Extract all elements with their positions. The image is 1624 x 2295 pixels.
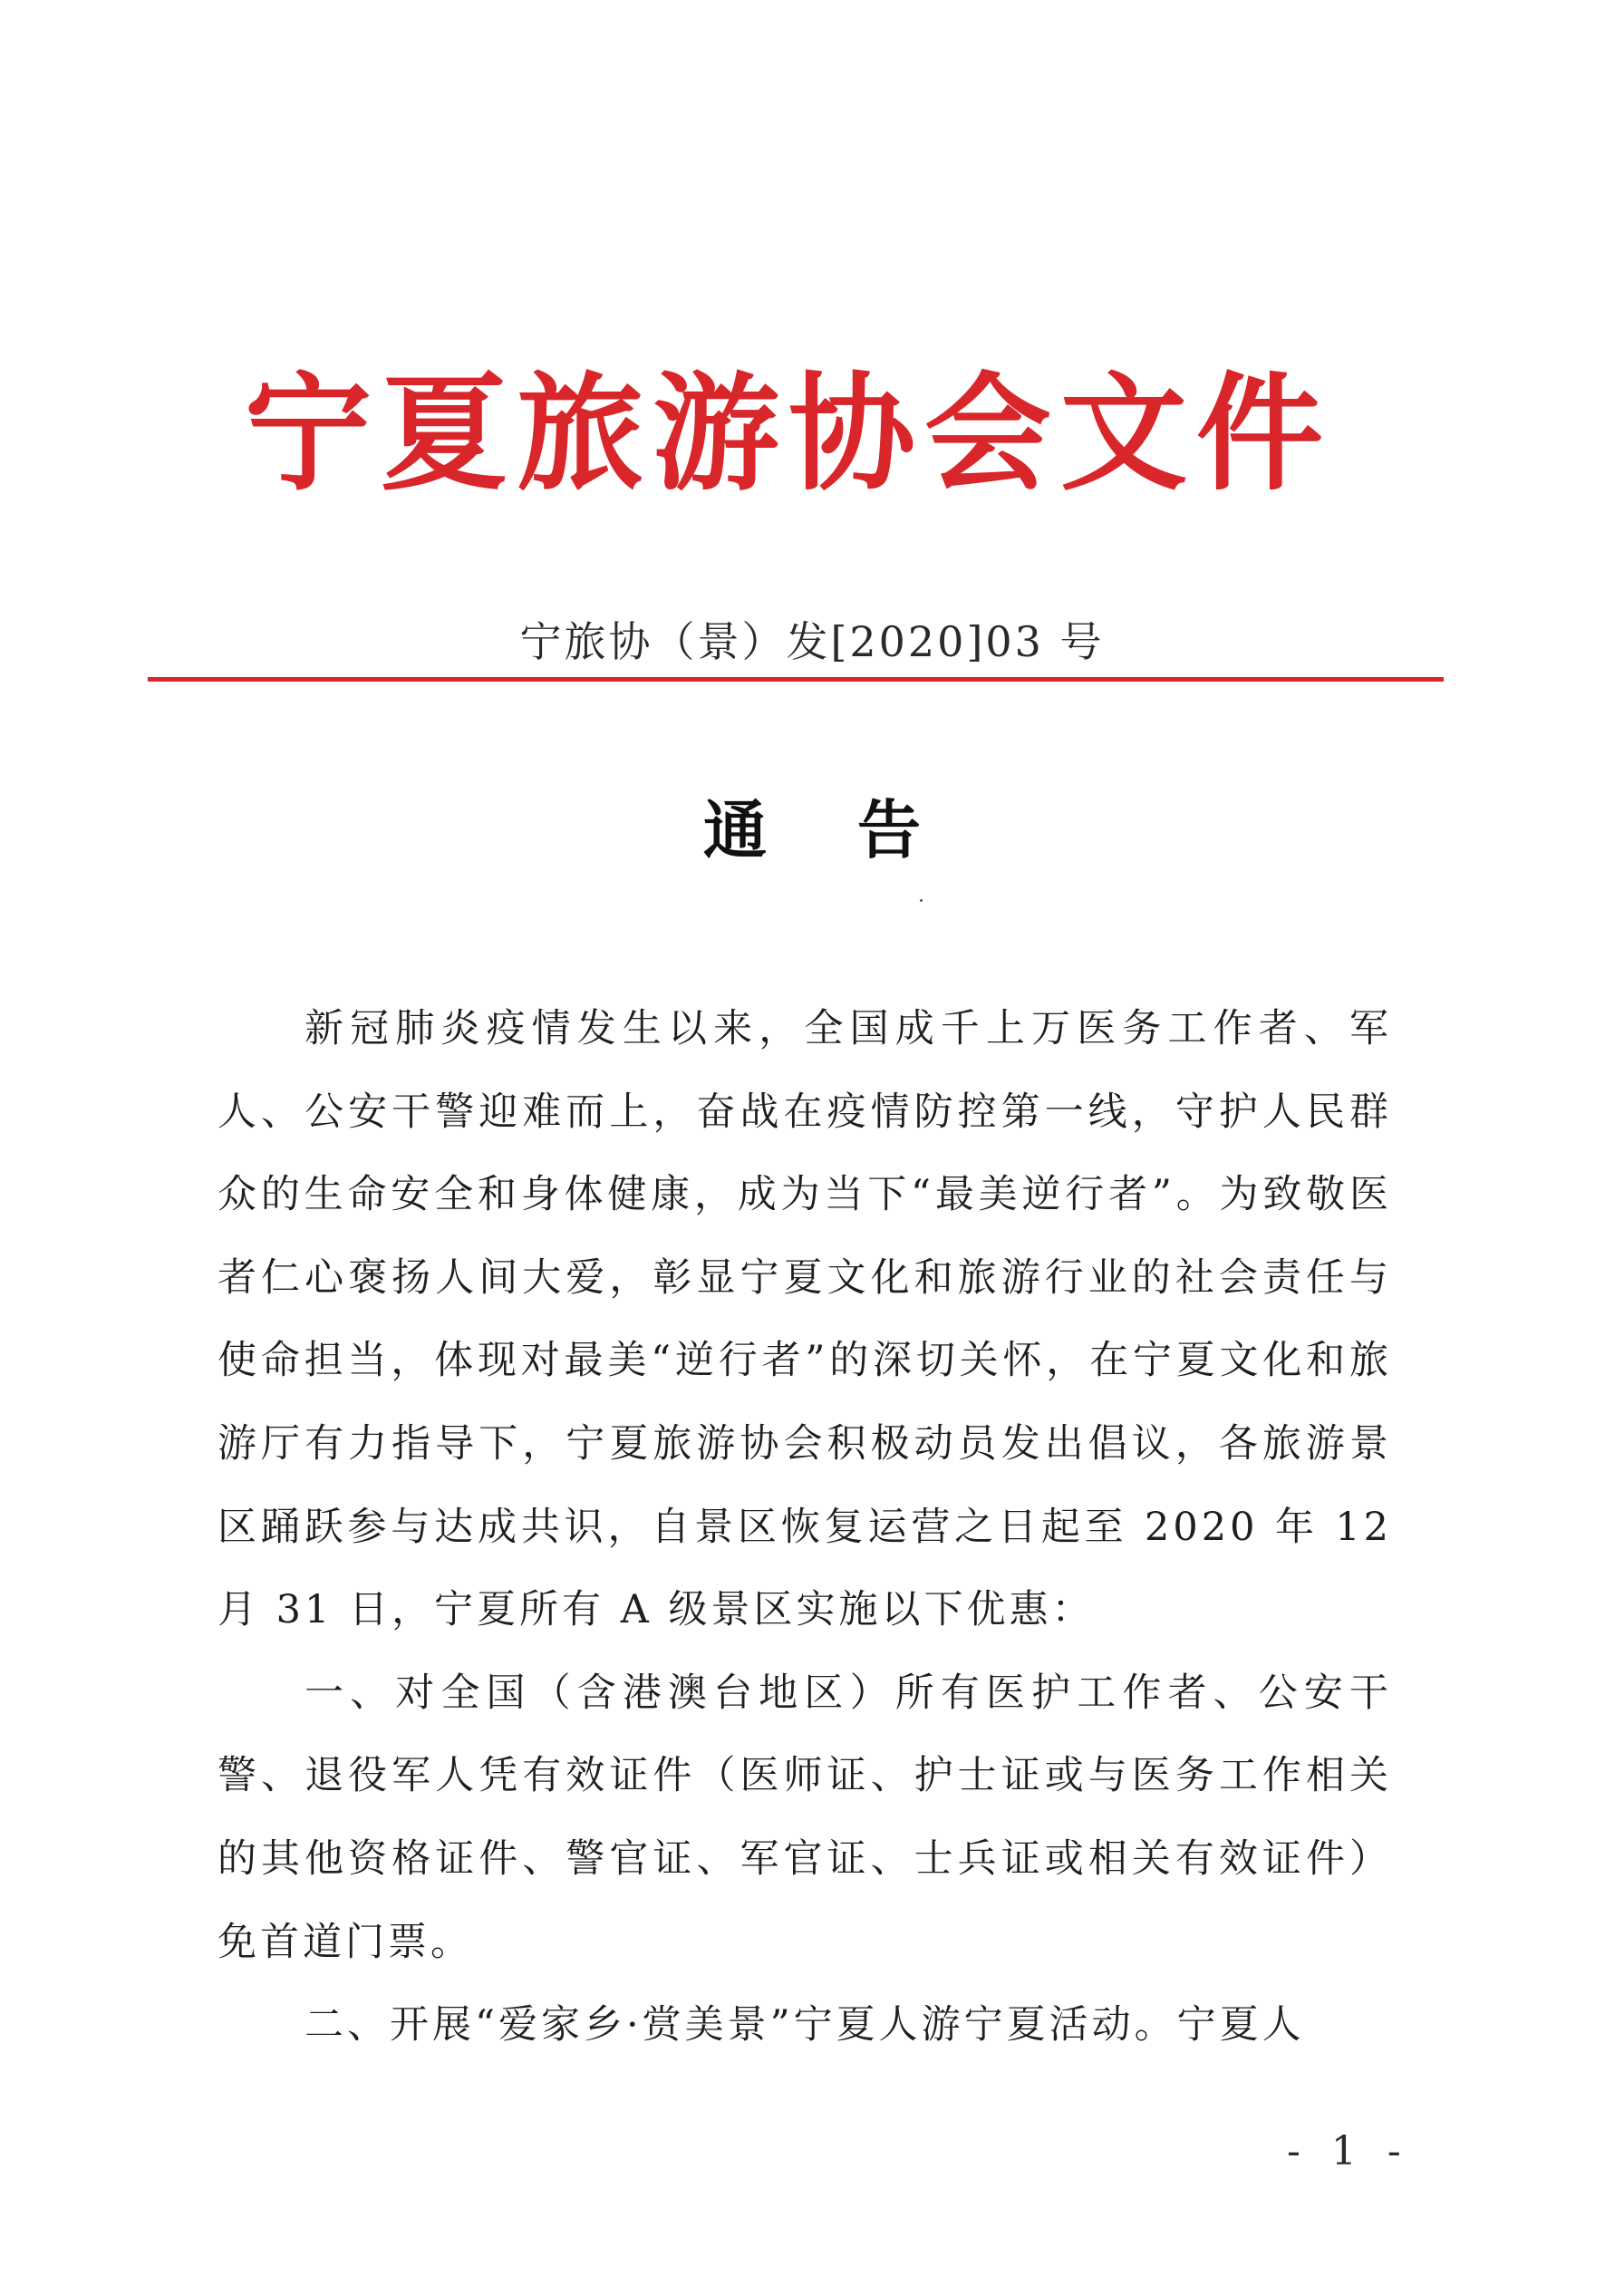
clause-two-paragraph: 二、开展“爱家乡·赏美景”宁夏人游宁夏活动。宁夏人 bbox=[304, 2002, 1305, 2048]
intro-paragraph: 新冠肺炎疫情发生以来，全国成千上万医务工作者、军人、公安干警迎难而上，奋战在疫情防控第一线，守护人民群众的生命安全和身体健康，成为当下“最美逆行者”。为致敬医者仁心褒扬人间大爱，彰显宁夏文化和旅游行业的社会责任与使命担当，体现对最美“逆行者”的深切关怀，在宁夏文化和旅游厅有力指导下，宁夏旅游协会积极动员发出倡议，各旅游景区踊跃参与达成共识，自景区恢复运营之日起至 2020 年 12 月 31 日，宁夏所有 A 级景区实施以下优惠： bbox=[218, 1006, 1392, 1633]
red-divider-line bbox=[148, 677, 1444, 682]
notice-title: 通告 bbox=[703, 793, 1011, 867]
scan-speck bbox=[920, 899, 923, 902]
clause-one-paragraph: 一、对全国（含港澳台地区）所有医护工作者、公安干警、退役军人凭有效证件（医师证、护士证或与医务工作相关的其他资格证件、警官证、军官证、士兵证或相关有效证件）免首道门票。 bbox=[218, 1670, 1392, 1965]
notice-body bbox=[218, 988, 1392, 2067]
document-number: 宁旅协（景）发[2020]03 号 bbox=[519, 617, 1105, 666]
page-number: - 1 - bbox=[1287, 2128, 1410, 2174]
letterhead: 宁夏旅游协会文件 bbox=[244, 361, 1332, 508]
